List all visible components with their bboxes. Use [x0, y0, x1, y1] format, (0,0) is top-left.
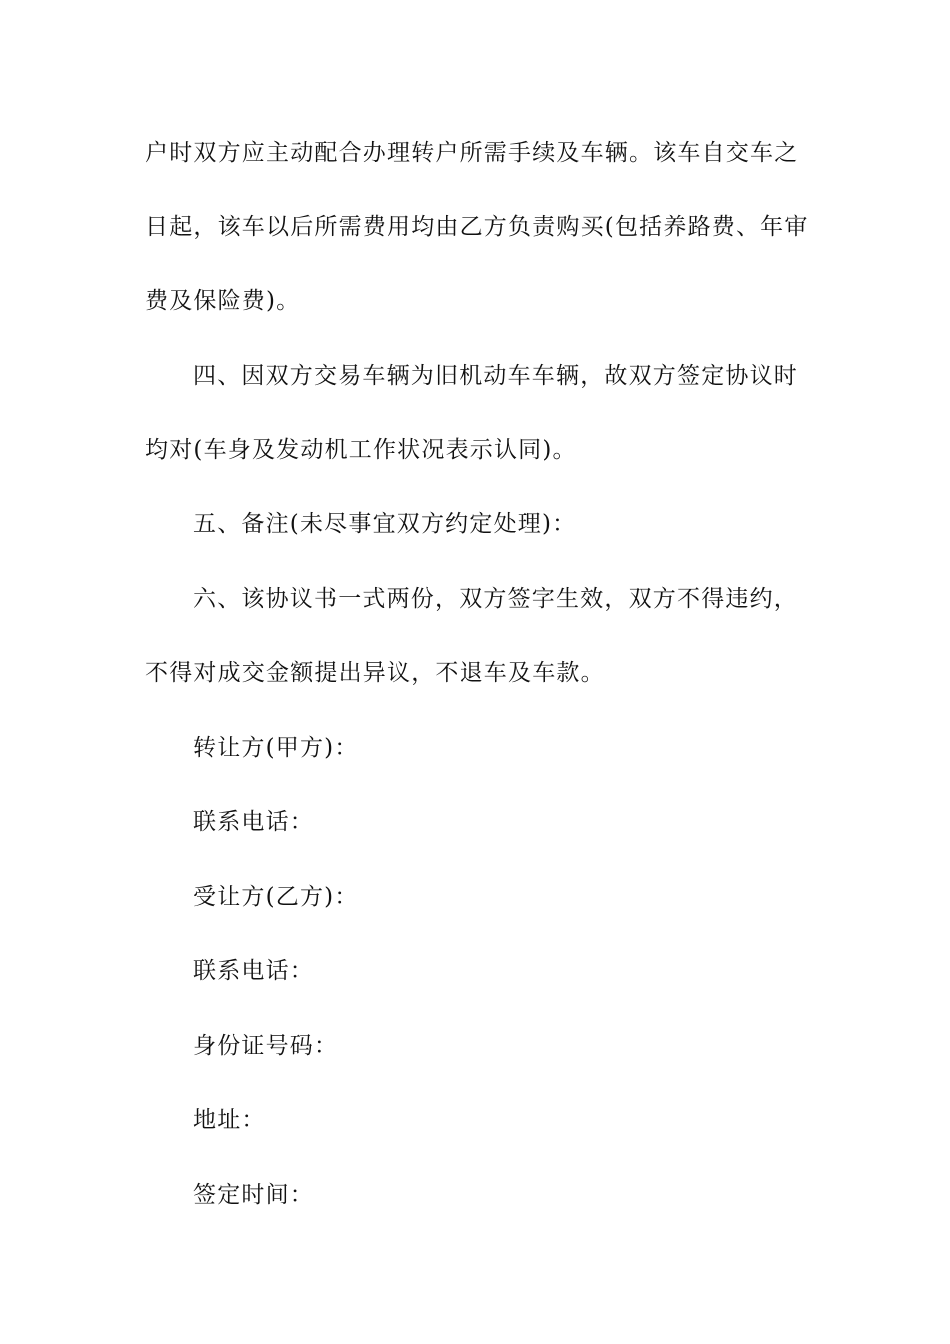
id-number-label: 身份证号码：	[193, 1033, 339, 1059]
paragraph-line: 日起，该车以后所需费用均由乙方负责购买(包括养路费、年审	[145, 214, 809, 240]
transferee-phone-label: 联系电话：	[193, 958, 314, 984]
paragraph-line: 不得对成交金额提出异议，不退车及车款。	[145, 660, 605, 686]
transferee-label: 受让方(乙方)：	[193, 884, 359, 910]
paragraph-line: 户时双方应主动配合办理转户所需手续及车辆。该车自交车之	[145, 140, 799, 166]
address-label: 地址：	[193, 1107, 266, 1133]
transferor-phone-label: 联系电话：	[193, 809, 314, 835]
signing-date-label: 签定时间：	[193, 1182, 314, 1208]
clause-four-line: 四、因双方交易车辆为旧机动车车辆，故双方签定协议时	[193, 363, 798, 389]
clause-five-line: 五、备注(未尽事宜双方约定处理)：	[193, 511, 577, 537]
clause-six-line: 六、该协议书一式两份，双方签字生效，双方不得违约，	[193, 586, 798, 612]
paragraph-line: 费及保险费)。	[145, 288, 301, 314]
paragraph-line: 均对(车身及发动机工作状况表示认同)。	[145, 437, 577, 463]
transferor-label: 转让方(甲方)：	[193, 735, 359, 761]
